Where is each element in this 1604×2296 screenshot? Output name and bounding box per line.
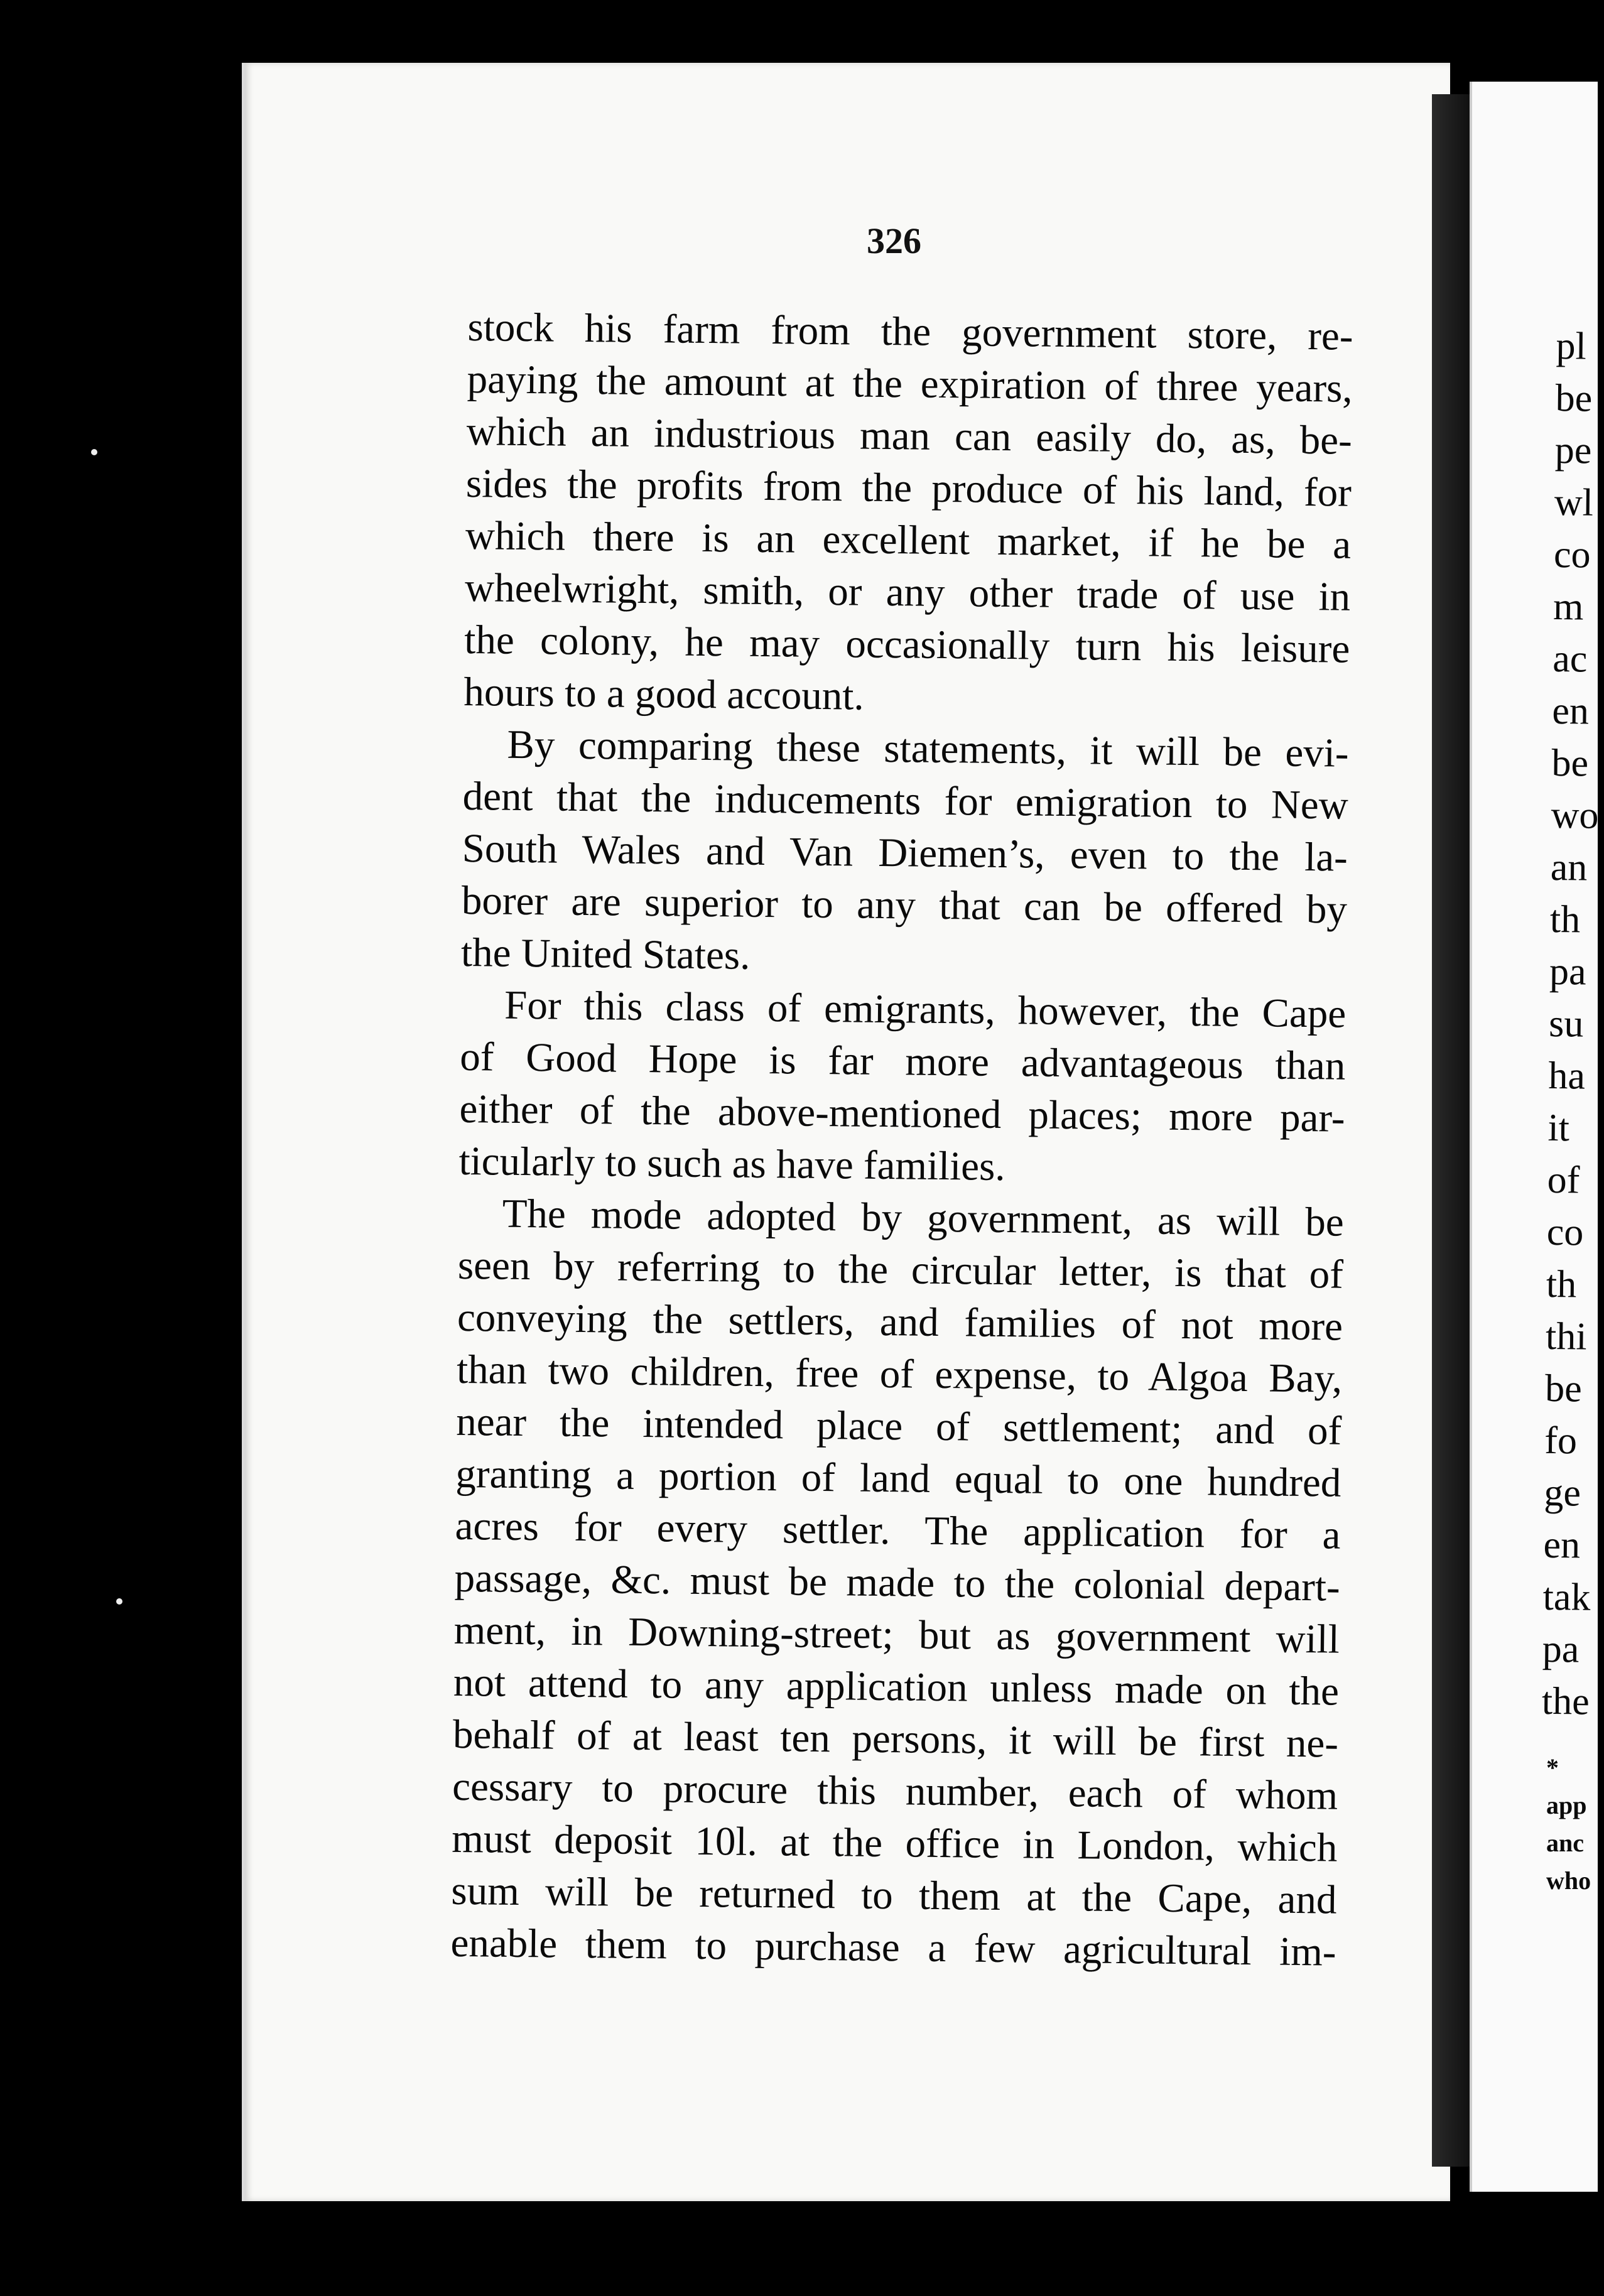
facing-text-line: it bbox=[1547, 1106, 1570, 1150]
text-line: either of the above-mentioned places; more par- bbox=[459, 1086, 1345, 1141]
facing-page-footnote bbox=[1546, 1749, 1591, 1900]
text-line: hours to a good account. bbox=[463, 669, 865, 719]
facing-text-line: th bbox=[1549, 897, 1581, 941]
text-line: which an industrious man can easily do, as, be- bbox=[466, 408, 1353, 463]
book-gutter bbox=[1432, 94, 1470, 2167]
footnote-line: anc bbox=[1546, 1829, 1584, 1857]
facing-text-line: pa bbox=[1542, 1627, 1580, 1671]
text-line: than two children, free of expense, to Algoa Bay, bbox=[456, 1346, 1343, 1402]
scan-speck bbox=[116, 1598, 122, 1605]
text-line: ticularly to such as have families. bbox=[458, 1138, 1006, 1190]
footnote-line: * bbox=[1546, 1753, 1559, 1782]
facing-text-line: the bbox=[1541, 1679, 1590, 1723]
page-number: 326 bbox=[867, 220, 921, 261]
text-line: wheelwright, smith, or any other trade of use in bbox=[464, 565, 1351, 620]
page-body-text bbox=[450, 301, 1353, 1979]
text-line: sum will be returned to them at the Cape, and bbox=[451, 1868, 1337, 1923]
text-line: enable them to purchase a few agricultural im- bbox=[450, 1920, 1336, 1975]
facing-text-line: of bbox=[1547, 1158, 1580, 1202]
footnote-line: who bbox=[1546, 1866, 1591, 1895]
text-line: of Good Hope is far more advantageous than bbox=[460, 1034, 1346, 1089]
facing-text-line: an bbox=[1550, 845, 1588, 889]
text-line: South Wales and Van Diemen’s, even to the la- bbox=[462, 825, 1348, 880]
facing-text-line: en bbox=[1552, 689, 1590, 733]
text-line: behalf of at least ten persons, it will be first ne- bbox=[452, 1711, 1339, 1767]
facing-text-line: su bbox=[1548, 1002, 1584, 1046]
facing-text-line: ge bbox=[1544, 1471, 1581, 1515]
text-line: near the intended place of settlement; and of bbox=[455, 1399, 1342, 1454]
text-line: the colony, he may occasionally turn his leisure bbox=[463, 617, 1350, 672]
facing-text-line: ha bbox=[1548, 1054, 1586, 1098]
facing-text-line: th bbox=[1546, 1262, 1577, 1306]
text-line: For this class of emigrants, however, the Cape bbox=[504, 982, 1347, 1037]
text-line: not attend to any application unless made on the bbox=[453, 1659, 1340, 1714]
facing-text-line: pe bbox=[1554, 428, 1592, 472]
text-line: cessary to procure this number, each of whom bbox=[452, 1763, 1338, 1819]
text-line: must deposit 10l. at the office in London, which bbox=[451, 1816, 1338, 1871]
facing-text-line: en bbox=[1543, 1523, 1581, 1567]
footnote-line: app bbox=[1546, 1791, 1587, 1819]
text-line: paying the amount at the expiration of three years, bbox=[467, 356, 1353, 411]
text-line: passage, &c. must be made to the colonial depart- bbox=[454, 1555, 1341, 1610]
text-line: By comparing these statements, it will be evi- bbox=[507, 722, 1349, 776]
facing-text-line: be bbox=[1544, 1367, 1583, 1411]
text-line: The mode adopted by government, as will be bbox=[502, 1191, 1345, 1245]
facing-text-line: be bbox=[1555, 376, 1593, 420]
text-line: sides the profits from the produce of his land, for bbox=[465, 460, 1352, 516]
text-line: seen by referring to the circular letter, is that of bbox=[457, 1242, 1344, 1297]
text-line: granting a portion of land equal to one hundred bbox=[455, 1451, 1341, 1506]
facing-text-line: thi bbox=[1545, 1314, 1587, 1358]
facing-text-line: m bbox=[1553, 585, 1584, 629]
facing-text-line: tak bbox=[1542, 1575, 1591, 1619]
facing-text-line: co bbox=[1553, 533, 1591, 577]
facing-text-line: pl bbox=[1556, 324, 1587, 368]
text-line: conveying the settlers, and families of not more bbox=[457, 1294, 1343, 1350]
text-line: borer are superior to any that can be offered by bbox=[461, 877, 1348, 933]
facing-text-line: be bbox=[1551, 741, 1589, 785]
facing-text-line: co bbox=[1546, 1210, 1584, 1254]
text-line: dent that the inducements for emigration to New bbox=[462, 773, 1349, 828]
text-line: stock his farm from the government store, re- bbox=[467, 304, 1353, 359]
facing-text-line: pa bbox=[1549, 950, 1587, 994]
text-line: ment, in Downing-street; but as government will bbox=[453, 1607, 1340, 1662]
text-line: which there is an excellent market, if he be a bbox=[465, 512, 1352, 568]
facing-text-line: wo bbox=[1551, 793, 1599, 837]
scan-speck bbox=[91, 449, 97, 455]
facing-text-line: wl bbox=[1554, 480, 1594, 524]
text-line: acres for every settler. The application for a bbox=[455, 1503, 1341, 1558]
facing-text-line: ac bbox=[1552, 637, 1588, 681]
text-line: the United States. bbox=[460, 929, 751, 978]
facing-text-line: fo bbox=[1544, 1419, 1578, 1463]
